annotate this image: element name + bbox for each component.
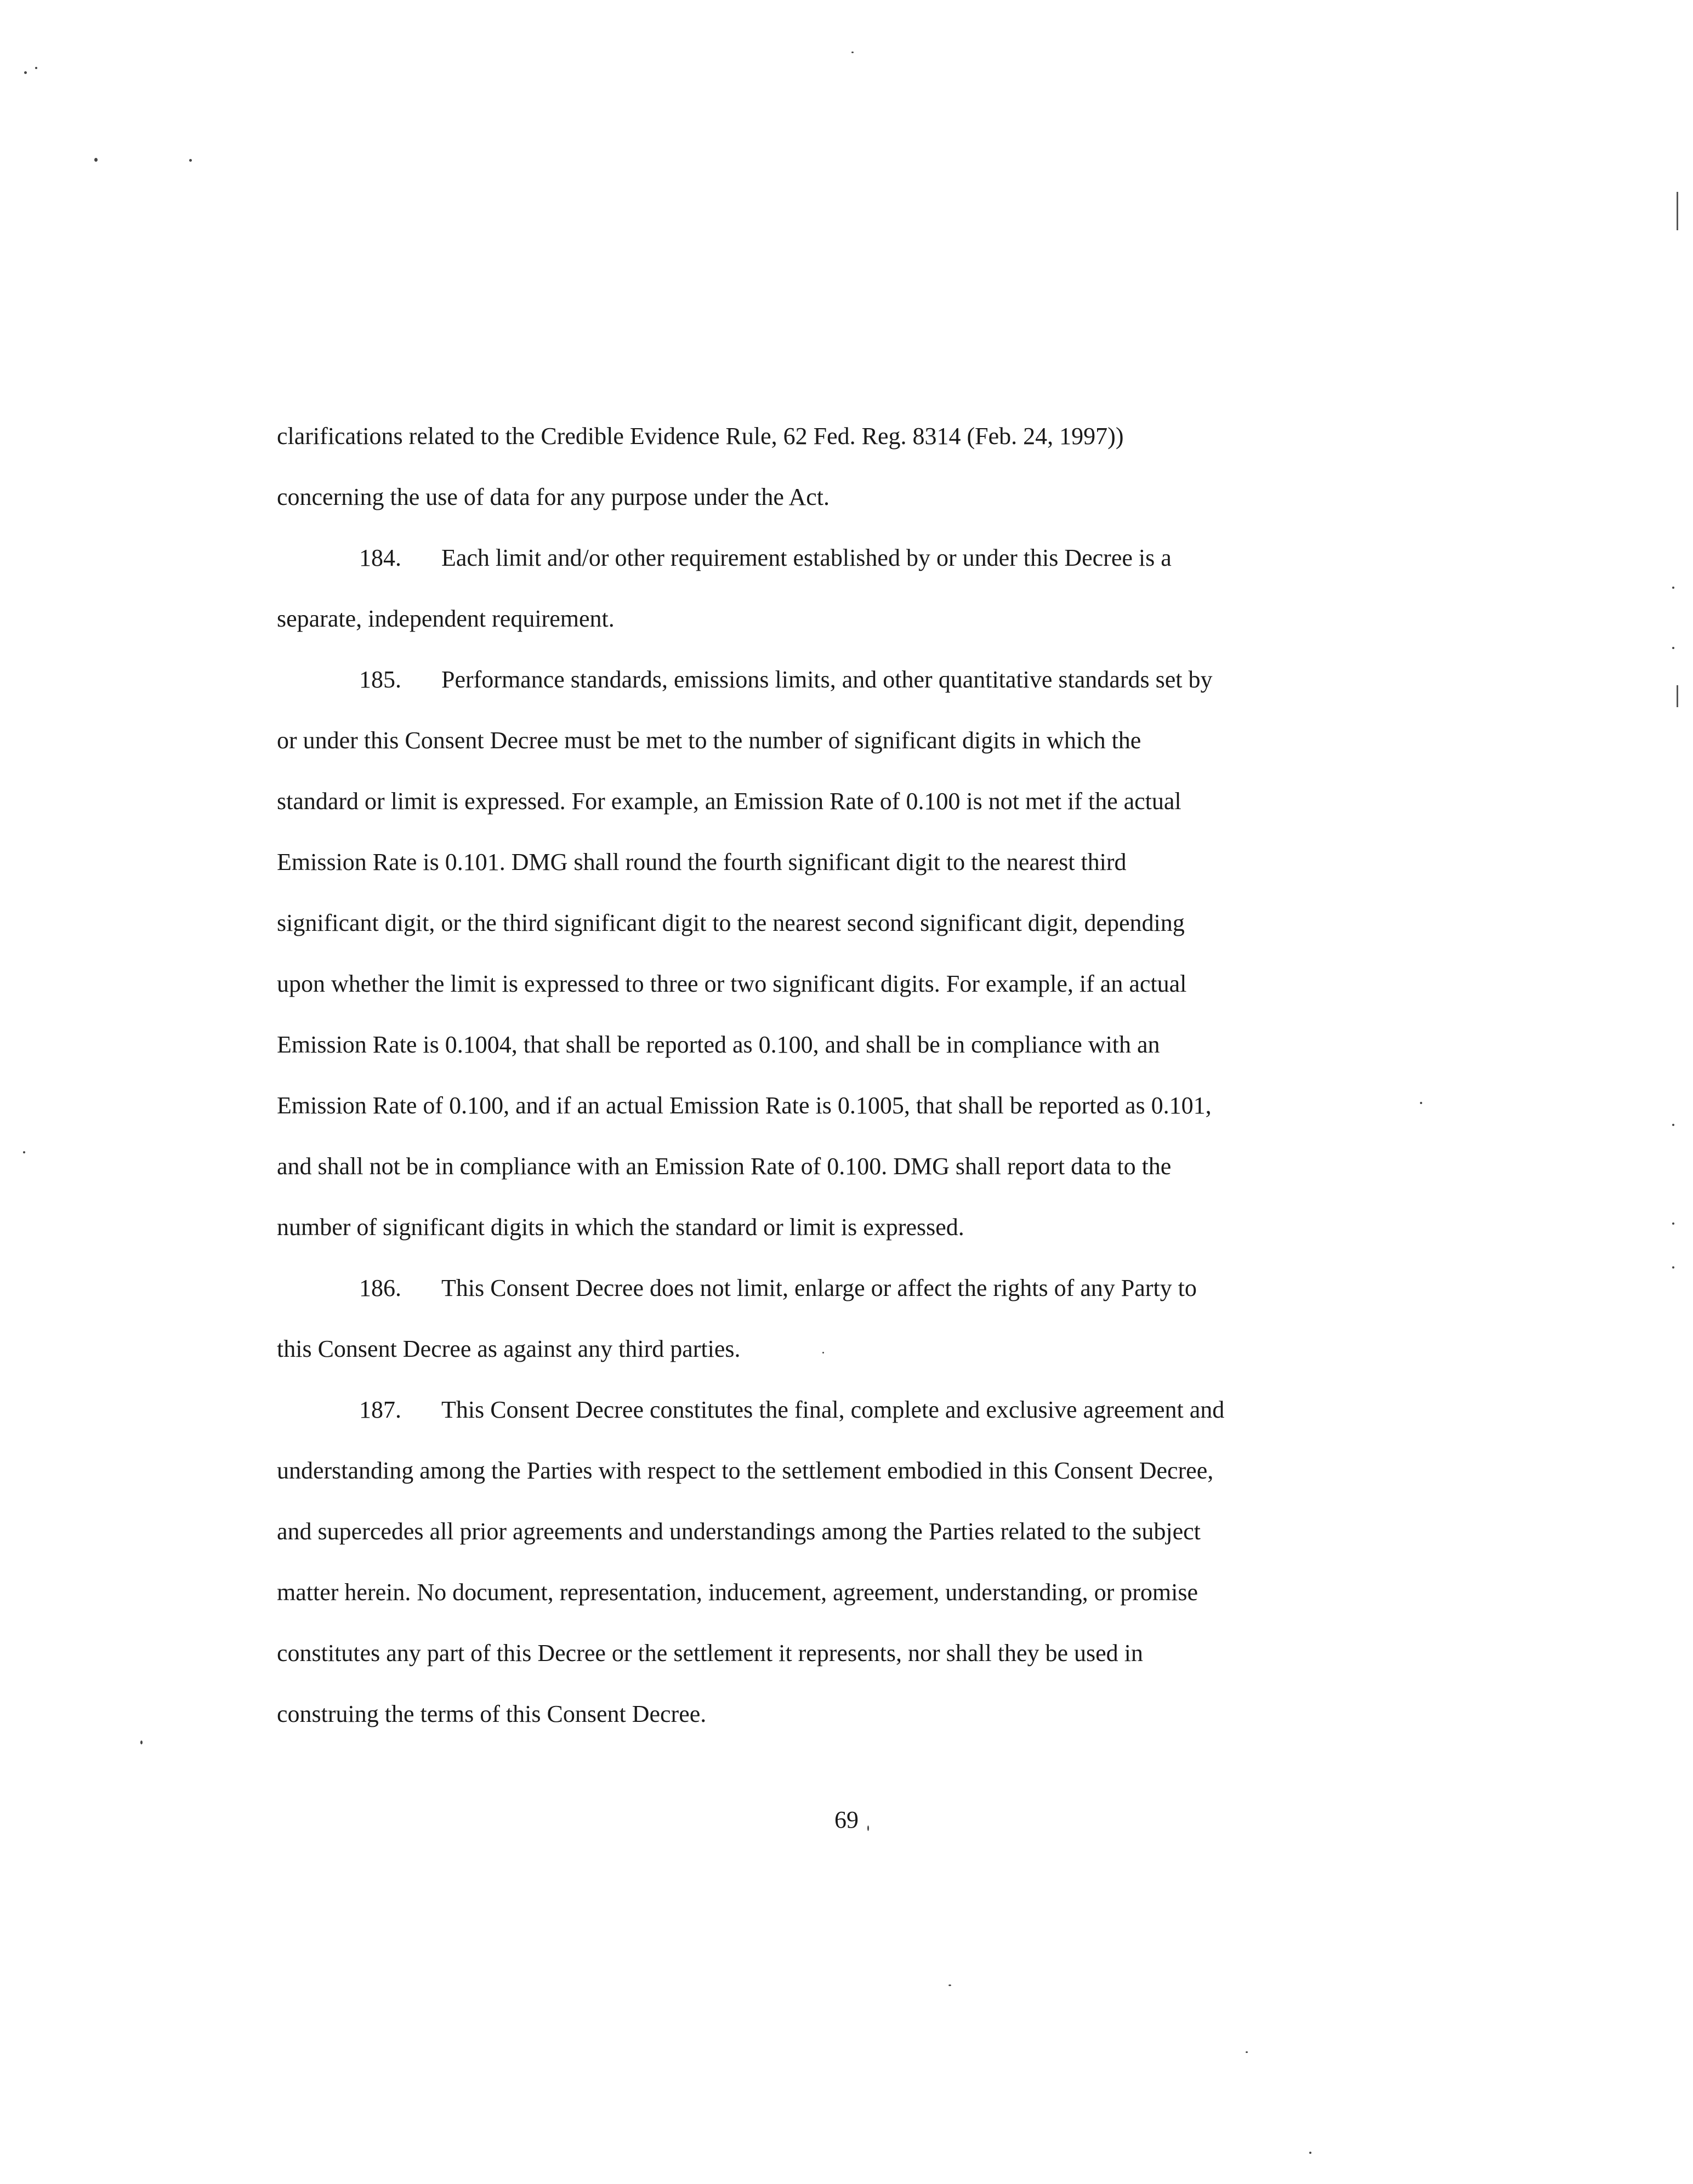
paragraph-text: This Consent Decree constitutes the final, complete and exclusive agreement and <box>441 1396 1225 1423</box>
text-line: concerning the use of data for any purpose under the Act. <box>277 484 830 510</box>
scan-speck <box>1672 1222 1674 1225</box>
text-line: matter herein. No document, representation, inducement, agreement, understanding, or promise <box>277 1579 1198 1606</box>
paragraph-187-first-line <box>277 1379 1319 1440</box>
text-line: upon whether the limit is expressed to three or two significant digits. For example, if an actual <box>277 970 1187 997</box>
paragraph-number: 187. <box>359 1396 401 1423</box>
paragraph-text: Performance standards, emissions limits, and other quantitative standards set by <box>441 666 1213 693</box>
paragraph-text: Each limit and/or other requirement established by or under this Decree is a <box>441 544 1172 571</box>
document-body <box>277 406 1319 1744</box>
text-line: standard or limit is expressed. For example, an Emission Rate of 0.100 is not met if the actual <box>277 788 1181 815</box>
paragraph-184-first-line <box>277 527 1319 588</box>
text-line: Emission Rate of 0.100, and if an actual Emission Rate is 0.1005, that shall be reported as 0.101, <box>277 1092 1212 1119</box>
text-line: significant digit, or the third significant digit to the nearest second significant digit, depending <box>277 909 1185 936</box>
text-line: Emission Rate is 0.101. DMG shall round the fourth significant digit to the nearest third <box>277 849 1127 875</box>
scan-speck <box>23 1151 25 1153</box>
text-line: separate, independent requirement. <box>277 605 615 632</box>
scan-speck <box>1309 2152 1311 2154</box>
text-line: construing the terms of this Consent Decree. <box>277 1700 707 1727</box>
scan-speck <box>140 1741 143 1744</box>
scan-speck <box>189 159 192 162</box>
scan-speck <box>24 71 27 74</box>
paragraph-number: 186. <box>359 1275 401 1301</box>
scan-speck <box>1246 2051 1248 2053</box>
scan-speck <box>35 67 37 69</box>
paragraph-185-first-line <box>277 649 1319 710</box>
text-line: Emission Rate is 0.1004, that shall be reported as 0.100, and shall be in compliance with an <box>277 1031 1160 1058</box>
paragraph-number: 184. <box>359 544 401 571</box>
scan-speck <box>1672 647 1674 649</box>
text-line: or under this Consent Decree must be met to the number of significant digits in which the <box>277 727 1141 754</box>
paragraph-186-first-line <box>277 1258 1319 1318</box>
scan-speck <box>1672 587 1674 589</box>
page-number: 69 <box>834 1806 859 1833</box>
paragraph-number: 185. <box>359 666 401 693</box>
scan-speck <box>94 158 98 162</box>
text-line: this Consent Decree as against any third parties. <box>277 1335 741 1362</box>
text-line: number of significant digits in which the standard or limit is expressed. <box>277 1214 964 1241</box>
text-line: constitutes any part of this Decree or the settlement it represents, nor shall they be used in <box>277 1640 1143 1667</box>
scan-speck <box>1672 1124 1674 1126</box>
scan-speck <box>1672 1266 1674 1269</box>
scan-speck <box>948 1984 951 1986</box>
scan-speck <box>1420 1102 1422 1104</box>
scan-speck <box>851 52 854 53</box>
text-line: understanding among the Parties with respect to the settlement embodied in this Consent Decree, <box>277 1457 1214 1484</box>
text-line: and shall not be in compliance with an Emission Rate of 0.100. DMG shall report data to the <box>277 1153 1172 1180</box>
text-line: clarifications related to the Credible Evidence Rule, 62 Fed. Reg. 8314 (Feb. 24, 1997)) <box>277 423 1124 450</box>
scan-edge-mark <box>1677 685 1678 707</box>
text-line: and supercedes all prior agreements and understandings among the Parties related to the subject <box>277 1518 1201 1545</box>
scan-edge-mark <box>1677 192 1678 230</box>
paragraph-text: This Consent Decree does not limit, enlarge or affect the rights of any Party to <box>441 1275 1197 1301</box>
